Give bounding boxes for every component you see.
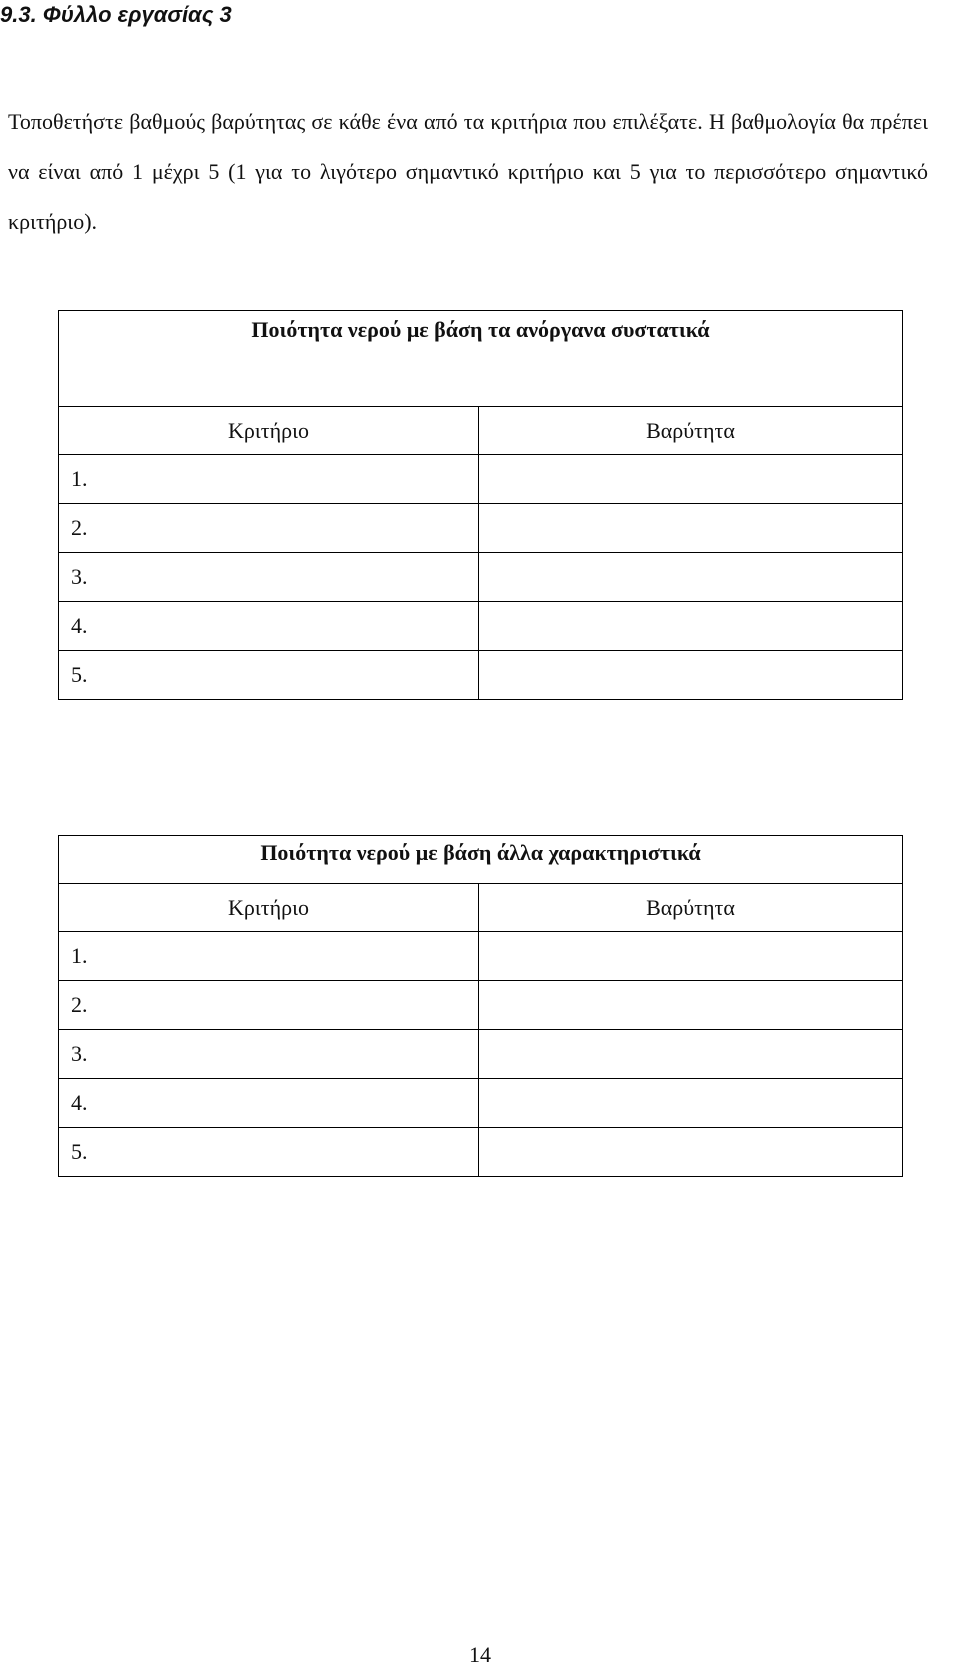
weight-cell[interactable] [479,932,903,981]
page-number: 14 [469,1642,491,1667]
weight-cell[interactable] [479,1030,903,1079]
column-header-weight: Βαρύτητα [479,407,903,455]
table-row [59,1128,903,1177]
table-row [59,651,903,700]
criterion-cell[interactable]: 3. [59,1030,479,1079]
criterion-cell[interactable]: 5. [59,651,479,700]
weight-cell[interactable] [479,1079,903,1128]
criterion-cell[interactable]: 4. [59,1079,479,1128]
weight-cell[interactable] [479,504,903,553]
criterion-cell[interactable]: 1. [59,932,479,981]
criterion-cell[interactable]: 4. [59,602,479,651]
criterion-cell[interactable]: 1. [59,455,479,504]
weight-cell[interactable] [479,981,903,1030]
table-title: Ποιότητα νερού με βάση άλλα χαρακτηριστικά [59,836,903,884]
criterion-cell[interactable]: 3. [59,553,479,602]
section-heading: 9.3. Φύλλο εργασίας 3 [0,2,232,27]
table-row [59,932,903,981]
table-row [59,602,903,651]
column-header-weight: Βαρύτητα [479,884,903,932]
table-row [59,1030,903,1079]
column-header-criterion: Κριτήριο [59,884,479,932]
table-title-row [59,311,903,407]
weight-cell[interactable] [479,455,903,504]
table-row [59,504,903,553]
weight-cell[interactable] [479,651,903,700]
table-header-row [59,884,903,932]
table-header-row [59,407,903,455]
criterion-cell[interactable]: 5. [59,1128,479,1177]
table-title: Ποιότητα νερού με βάση τα ανόργανα συστατικά [59,311,903,407]
instructions-paragraph: Τοποθετήστε βαθμούς βαρύτητας σε κάθε ένα από τα κριτήρια που επιλέξατε. Η βαθμολογία θα πρέπει να είναι από 1 μέχρι 5 (1 για το λιγότερο σημαντικό κριτήριο και 5 για το περισσότερο σημαντικό κριτήριο). [8,109,928,234]
weight-cell[interactable] [479,602,903,651]
table-title-row [59,836,903,884]
table-row [59,1079,903,1128]
worksheet-table-inorganic [58,310,903,700]
criterion-cell[interactable]: 2. [59,981,479,1030]
criterion-cell[interactable]: 2. [59,504,479,553]
table-row [59,981,903,1030]
table-row [59,455,903,504]
weight-cell[interactable] [479,553,903,602]
weight-cell[interactable] [479,1128,903,1177]
worksheet-table-other [58,835,903,1177]
column-header-criterion: Κριτήριο [59,407,479,455]
table-row [59,553,903,602]
